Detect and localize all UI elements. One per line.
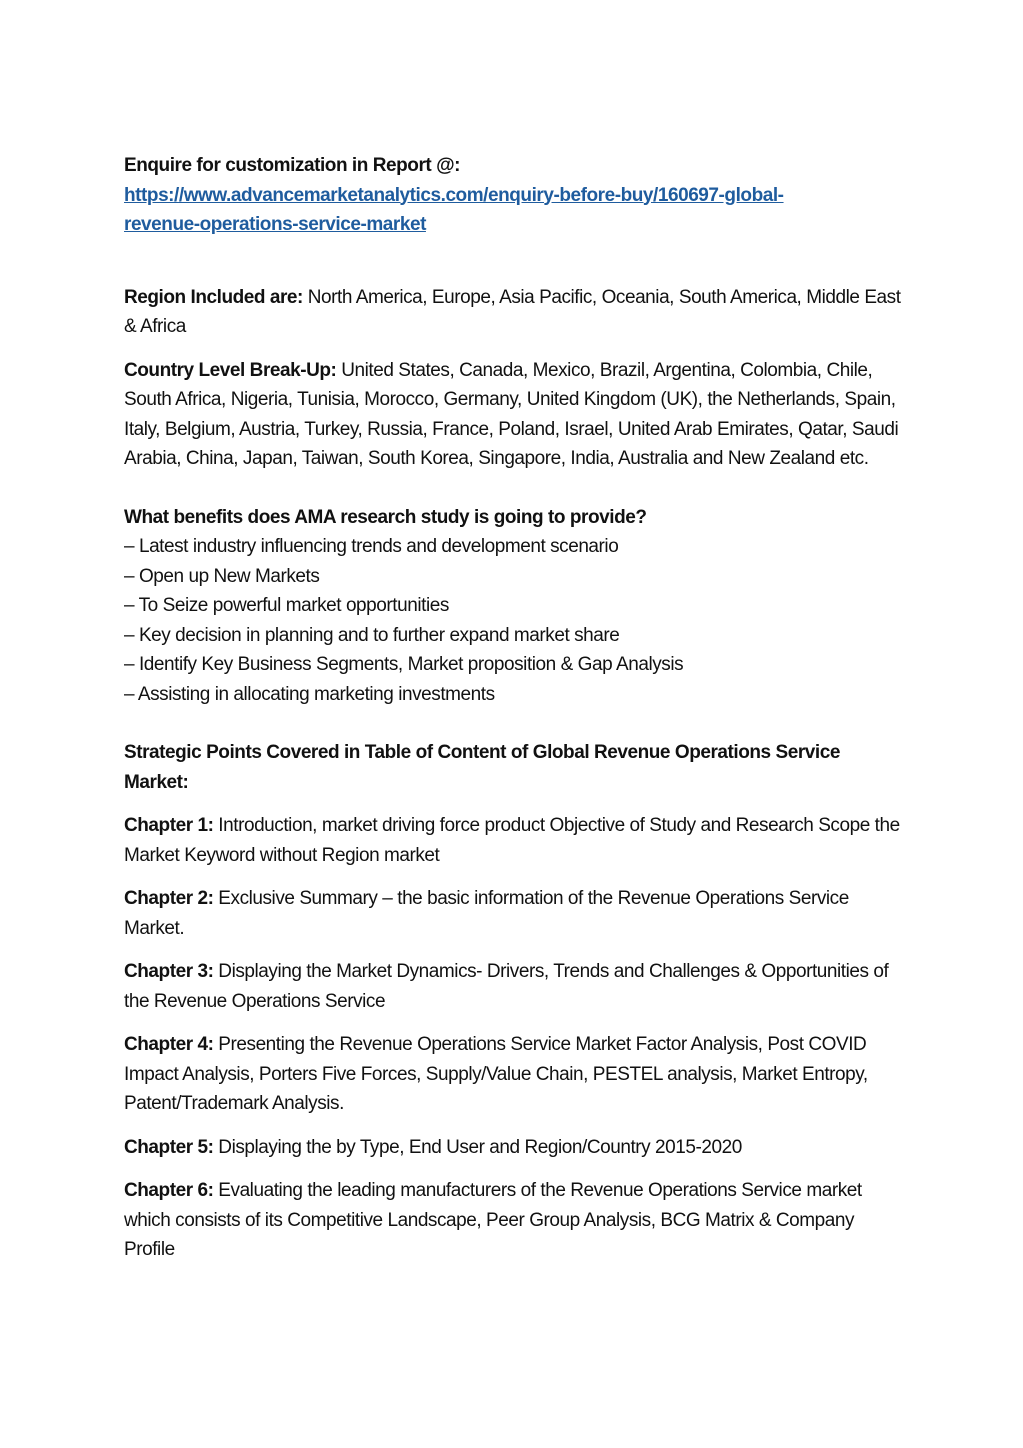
enquiry-heading: Enquire for customization in Report @: xyxy=(124,155,461,176)
regions-label: Region Included are: xyxy=(124,286,303,308)
chapter-label: Chapter 5: xyxy=(124,1136,214,1158)
benefits-section xyxy=(124,503,904,710)
chapter-label: Chapter 2: xyxy=(124,888,214,909)
enquiry-link-line1: https://www.advancemarketanalytics.com/enquiry-before-buy/160697-global- xyxy=(124,184,784,206)
chapter-label: Chapter 6: xyxy=(124,1180,214,1201)
benefit-item: – Latest industry influencing trends and development scenario xyxy=(124,536,619,557)
enquiry-link-line2: revenue-operations-service-market xyxy=(124,214,426,235)
chapter-text: Evaluating the leading manufacturers of the Revenue Operations Service market which consists of its Competitive Landscape, Peer Group Analysis, BCG Matrix & Company Profile xyxy=(124,1180,862,1260)
chapter-label: Chapter 1: xyxy=(124,815,214,836)
chapter-3 xyxy=(124,957,904,1016)
toc-heading: Strategic Points Covered in Table of Content of Global Revenue Operations Service Market: xyxy=(124,742,840,793)
benefits-heading: What benefits does AMA research study is going to provide? xyxy=(124,506,647,528)
chapter-text: Exclusive Summary – the basic information of the Revenue Operations Service Market. xyxy=(124,888,849,939)
chapter-1 xyxy=(124,811,904,870)
chapter-2 xyxy=(124,884,904,943)
document-page xyxy=(124,151,904,1265)
benefit-item: – Assisting in allocating marketing investments xyxy=(124,683,495,705)
chapter-text: Introduction, market driving force product Objective of Study and Research Scope the Market Keyword without Region market xyxy=(124,815,900,866)
chapter-text: Presenting the Revenue Operations Service Market Factor Analysis, Post COVID Impact Analysis, Porters Five Forces, Supply/Value Chain, PESTEL analysis, Market Entropy, Patent/Trademark Analysis. xyxy=(124,1034,868,1114)
enquiry-link[interactable] xyxy=(124,181,904,240)
chapter-label: Chapter 4: xyxy=(124,1034,214,1055)
chapter-5 xyxy=(124,1133,904,1163)
regions-paragraph xyxy=(124,283,904,342)
regions-text: North America, Europe, Asia Pacific, Oceania, South America, Middle East & Africa xyxy=(124,286,901,337)
benefit-item: – Open up New Markets xyxy=(124,565,320,587)
benefit-item: – Identify Key Business Segments, Market proposition & Gap Analysis xyxy=(124,654,684,675)
countries-label: Country Level Break-Up: xyxy=(124,359,337,381)
chapter-text: Displaying the by Type, End User and Region/Country 2015-2020 xyxy=(213,1136,742,1158)
benefit-item: – To Seize powerful market opportunities xyxy=(124,595,449,616)
chapter-6 xyxy=(124,1176,904,1265)
chapter-label: Chapter 3: xyxy=(124,961,214,982)
countries-paragraph xyxy=(124,356,904,474)
chapter-text: Displaying the Market Dynamics- Drivers, Trends and Challenges & Opportunities of the Revenue Operations Service xyxy=(124,961,889,1012)
countries-text: United States, Canada, Mexico, Brazil, Argentina, Colombia, Chile, South Africa, Nigeria, Tunisia, Morocco, Germany, United Kingdom (UK), the Netherlands, Spain, Italy, Belgium, Austria, Turkey, Russia, France, Poland, Israel, United Arab Emirates, Qatar, Saudi Arabia, China, Japan, Taiwan, South Korea, Singapore, India, Australia and New Zealand etc. xyxy=(124,359,899,469)
chapter-4 xyxy=(124,1030,904,1119)
benefit-item: – Key decision in planning and to further expand market share xyxy=(124,624,620,646)
